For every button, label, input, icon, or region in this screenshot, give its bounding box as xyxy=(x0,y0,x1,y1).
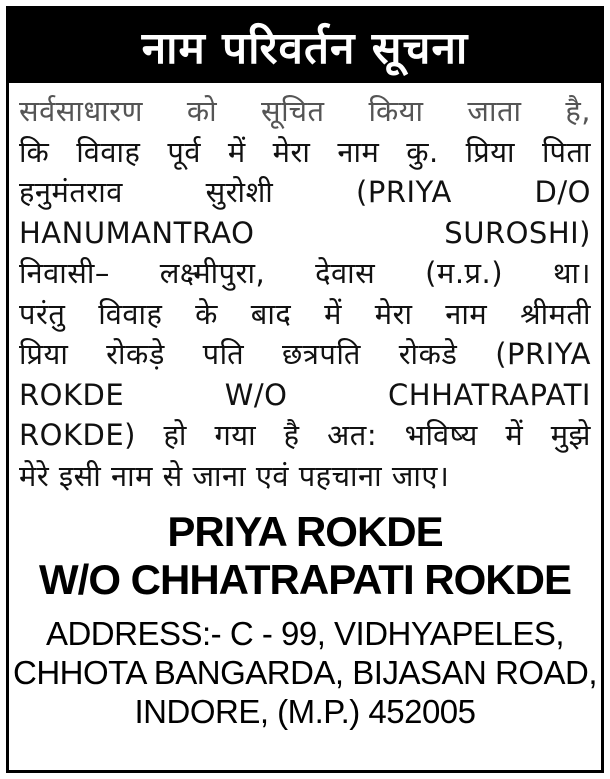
address-line: CHHOTA BANGARDA, BIJASAN ROAD, xyxy=(13,654,597,691)
body-line: मेरे इसी नाम से जाना एवं पहचाना जाए। xyxy=(19,458,450,493)
notice-title: नाम परिवर्तन सूचना xyxy=(9,9,601,83)
body-line: हनुमंतराव सुरोशी (PRIYA D/O xyxy=(19,175,591,209)
body-line: प्रिया रोकड़े पति छत्रपति रोकडे (PRIYA xyxy=(19,337,591,371)
body-line: परंतु विवाह के बाद में मेरा नाम श्रीमती xyxy=(19,296,591,331)
body-line: ROKDE W/O CHHATRAPATI xyxy=(19,377,591,412)
body-line: ROKDE) हो गया है अत: भविष्य में मुझे xyxy=(19,418,591,452)
address-line: INDORE, (M.P.) 452005 xyxy=(134,693,476,730)
signature-block xyxy=(9,508,601,604)
body-line: कि विवाह पूर्व में मेरा नाम कु. प्रिया पिता xyxy=(19,134,591,169)
signature-relation: W/O CHHATRAPATI ROKDE xyxy=(39,556,571,603)
body-line: निवासी– लक्ष्मीपुरा, देवास (म.प्र.) था। xyxy=(19,256,591,290)
address-line: ADDRESS:- C - 99, VIDHYAPELES, xyxy=(45,615,565,652)
name-change-notice xyxy=(6,6,604,773)
signature-name: PRIYA ROKDE xyxy=(167,508,443,555)
notice-body xyxy=(9,83,601,496)
body-line: सर्वसाधारण को सूचित किया जाता है, xyxy=(19,94,591,128)
body-line: HANUMANTRAO SUROSHI) xyxy=(19,215,591,250)
address-block xyxy=(9,614,601,731)
